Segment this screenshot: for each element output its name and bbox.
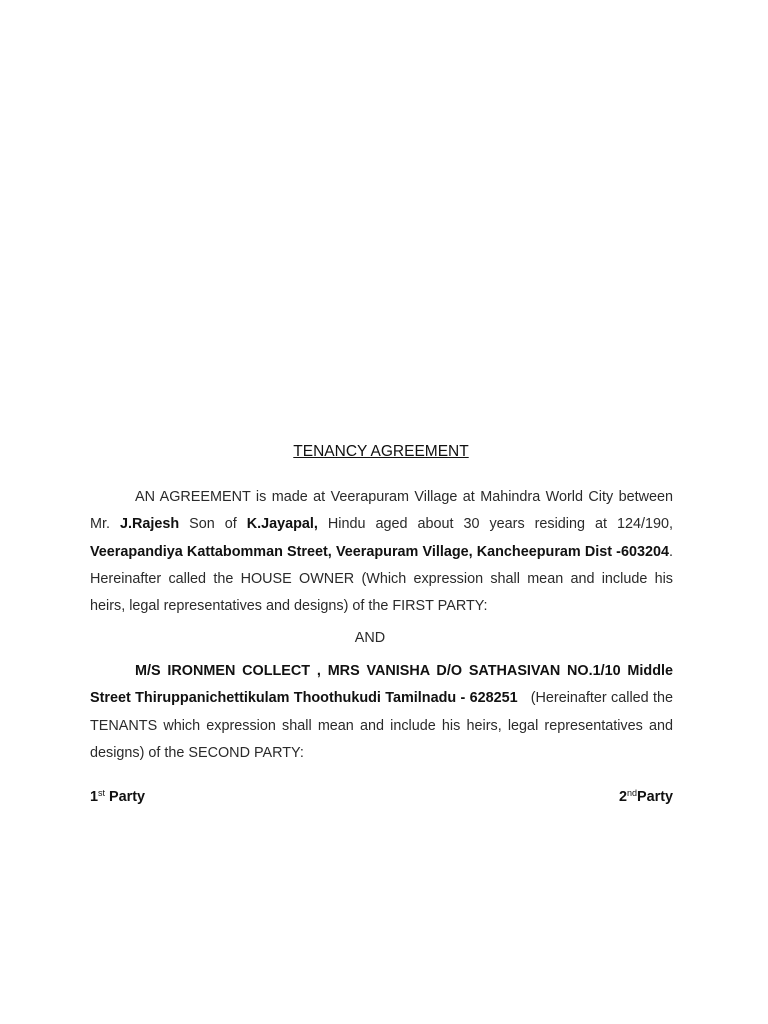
owner-address: Veerapandiya Kattabomman Street, Veerapuram Village, Kancheepuram Dist -603204 <box>90 543 669 560</box>
intro-text: AN AGREEMENT is made at Veerapuram Village at Mahindra World City between Mr. <box>90 489 673 533</box>
age-text: Hindu aged about 30 years residing at 124/190, <box>317 516 673 533</box>
second-party-suffix: nd <box>626 788 637 798</box>
father-name: K.Jayapal, <box>246 516 318 533</box>
second-party-signature <box>619 788 673 805</box>
owner-name: J.Rajesh <box>119 516 180 533</box>
first-party-signature <box>90 788 145 805</box>
document-title: TENANCY AGREEMENT <box>293 443 469 460</box>
second-party-label: Party <box>637 789 673 805</box>
first-party-number: 1 <box>90 789 99 805</box>
first-party-suffix: st <box>98 788 106 798</box>
tenant-paragraph <box>90 658 677 767</box>
owner-paragraph <box>90 484 673 620</box>
son-of-text: Son of <box>179 516 247 533</box>
tenant-closing-text: (Hereinafter called the TENANTS which expression shall mean and include his heirs, legal representatives and designs) of the SECOND PARTY: <box>90 690 677 761</box>
second-party-number: 2 <box>618 789 627 805</box>
tenant-details: M/S IRONMEN COLLECT , MRS VANISHA D/O SATHASIVAN NO.1/10 Middle Street Thiruppanichettikulam Thoothukudi Tamilnadu - 628251 <box>90 663 673 707</box>
owner-closing-text: . Hereinafter called the HOUSE OWNER (Which expression shall mean and include his heirs, legal representatives and designs) of the FIRST PARTY: <box>90 543 673 615</box>
and-separator: AND <box>354 630 386 646</box>
first-party-label: Party <box>105 789 146 805</box>
